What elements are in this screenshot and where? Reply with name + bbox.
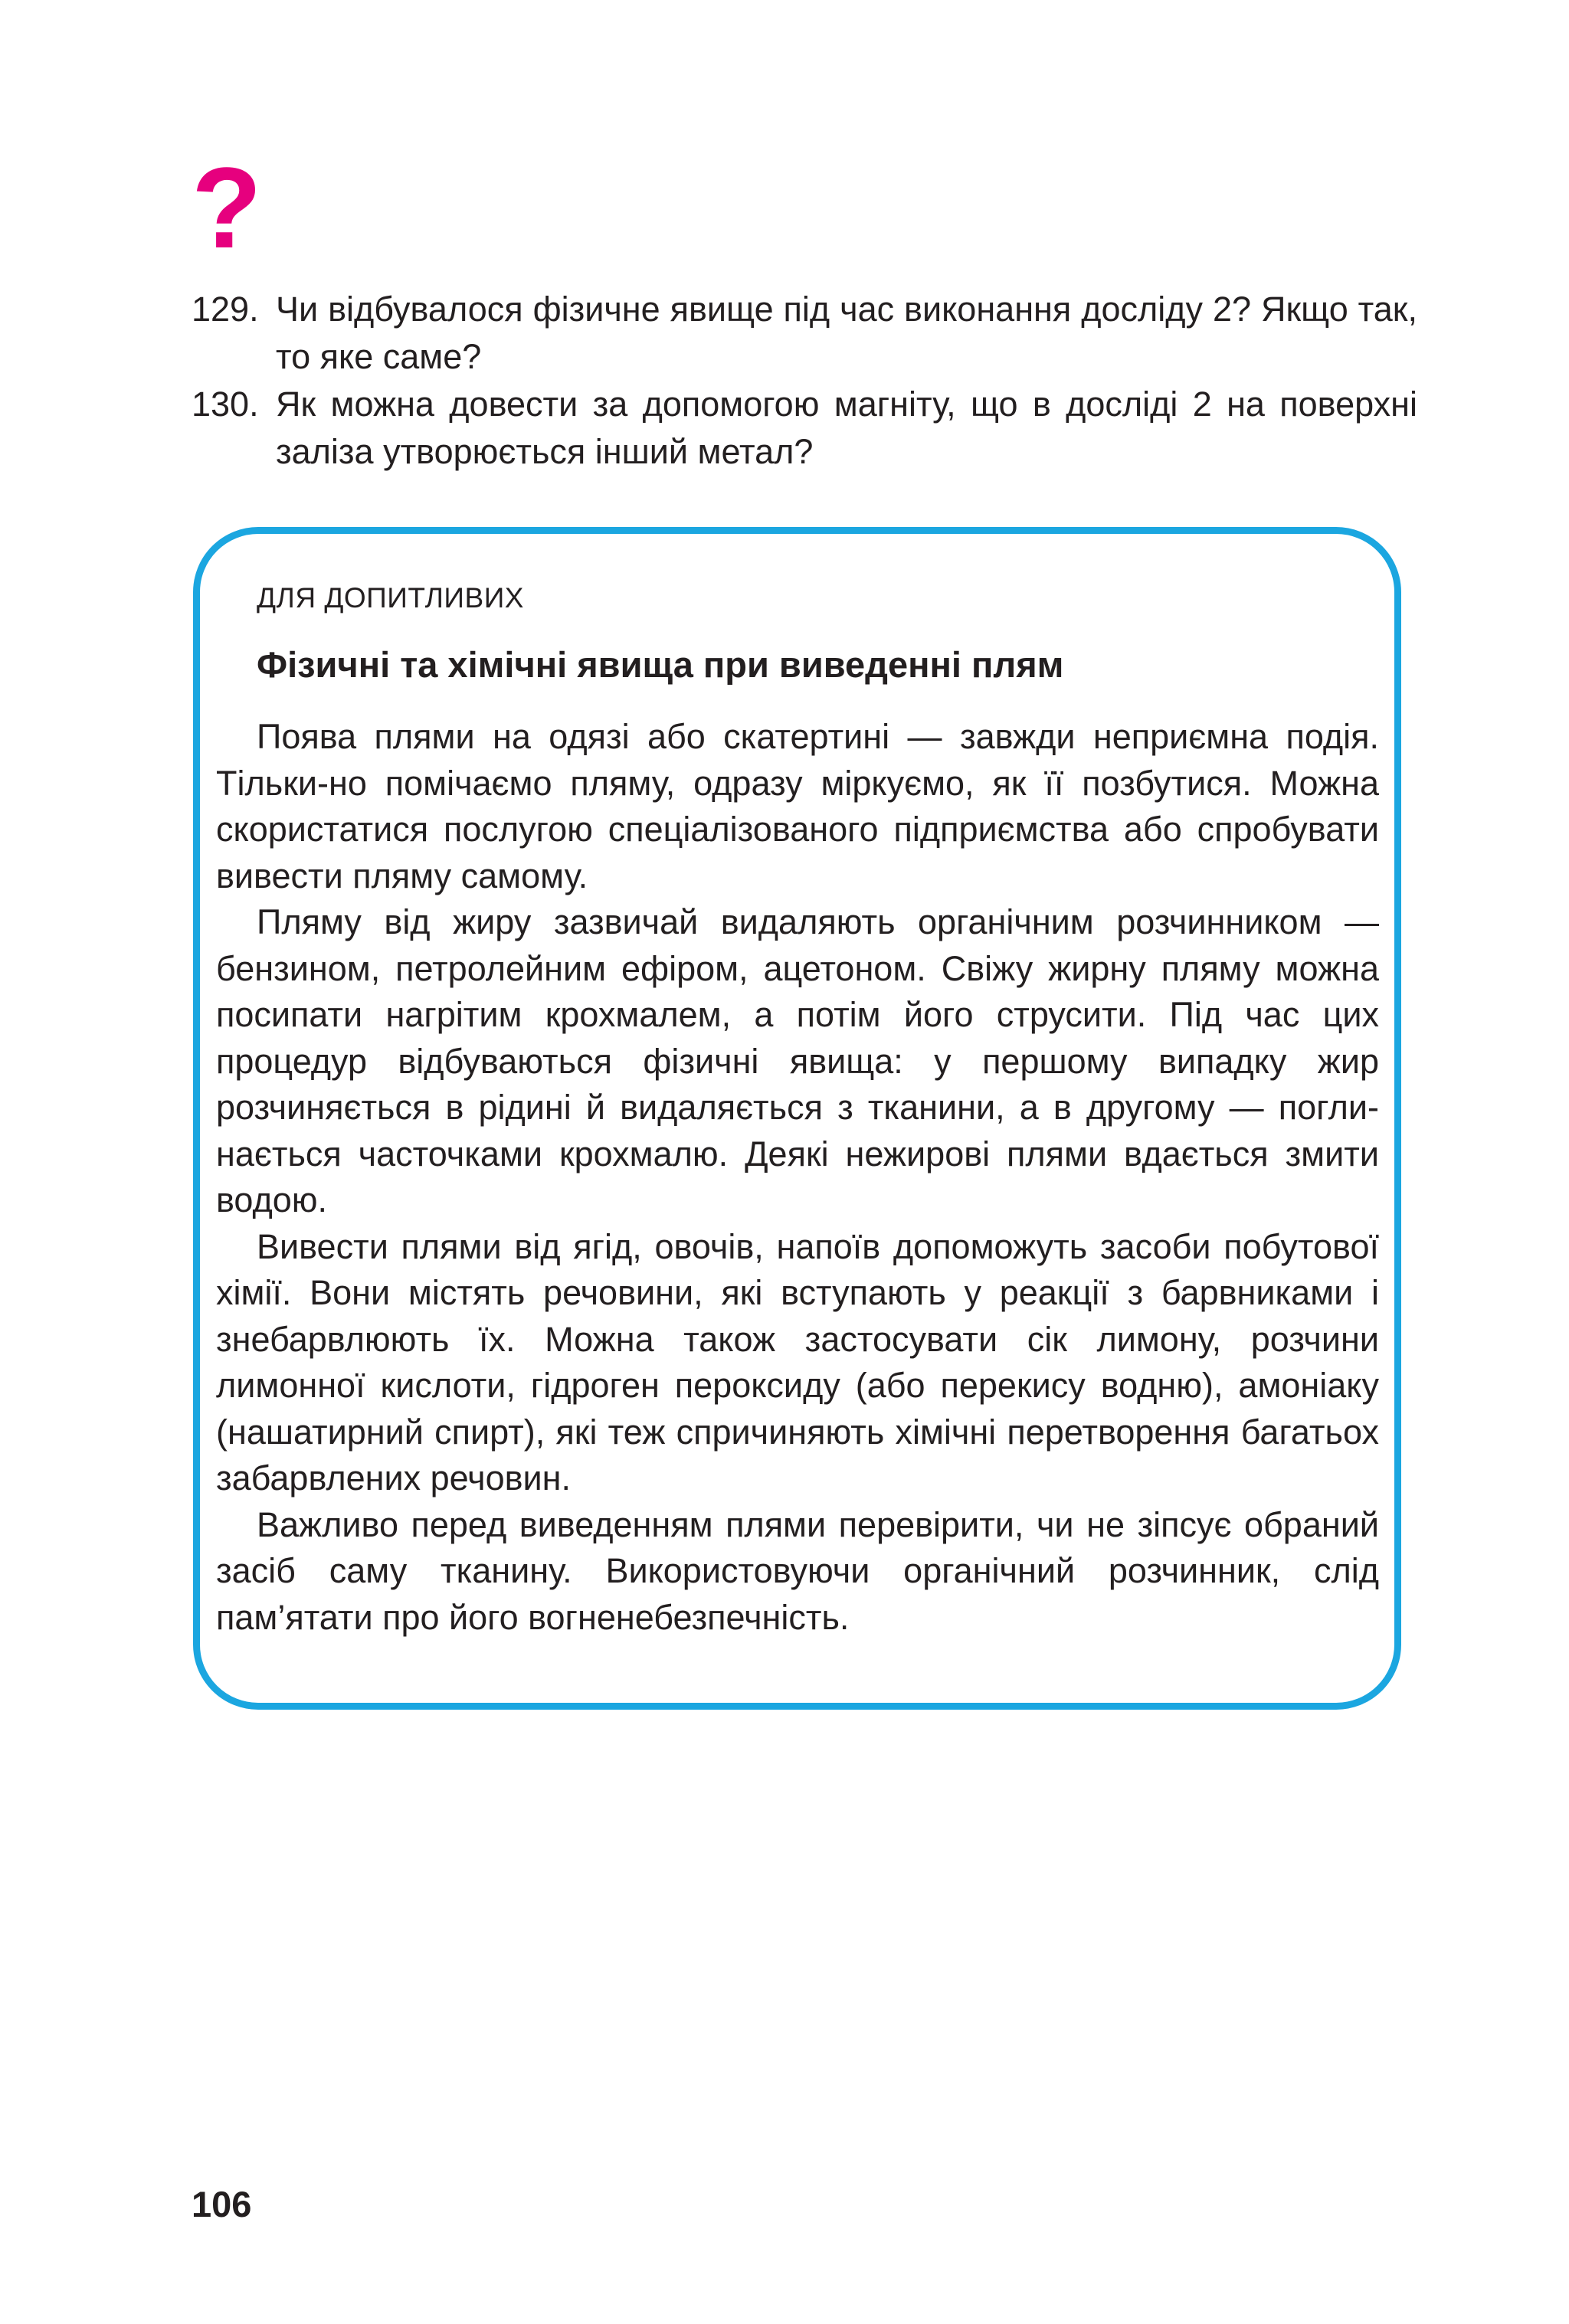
question-text: Чи відбувалося фізичне явище під час виконання досліду 2? Якщо так, то яке саме? bbox=[276, 290, 1417, 376]
question-text: Як можна довести за допомогою магніту, що в досліді 2 на поверхні заліза утворюється інший метал? bbox=[276, 385, 1417, 471]
page-number: 106 bbox=[192, 2184, 252, 2224]
question-item bbox=[192, 286, 1417, 381]
info-box-body bbox=[216, 714, 1379, 1641]
info-paragraph: Пляму від жиру зазвичай видаляють органічним розчинником — бензином, петролейним ефіром, ацетоном. Свіжу жирну пляму можна посипати нагрітим крохмалем, а потім його струсити. Під час цих процедур відбуваються фізичні явища: у першому випадку жир розчиняється в рідині й видаляється з тканини, а в другому — поглинається часточками крохмалю. Деякі нежирові плями вдається змити водою. bbox=[216, 902, 1379, 1219]
question-item bbox=[192, 381, 1417, 476]
question-number: 130. bbox=[192, 385, 259, 424]
info-paragraph: Вивести плями від ягід, овочів, напоїв допоможуть засоби побутової хімії. Вони містять речовини, які вступають у реакції з барвниками і знебарвлюють їх. Можна також застосувати сік лимону, розчини лимонної кислоти, гідроген пероксиду (або перекису водню), амоніаку (нашатирний спирт), які теж спричиняють хімічні перетворення багатьох забарвлених речовин. bbox=[216, 1226, 1379, 1498]
info-paragraph: Важливо перед виведенням плями перевірити, чи не зіпсує обраний засіб саму тканину. Використовуючи органічний розчинник, слід пам’ятати про його вогненебезпечність. bbox=[216, 1504, 1379, 1637]
question-mark-icon: ? bbox=[192, 143, 262, 272]
info-box-label: ДЛЯ ДОПИТЛИВИХ bbox=[257, 582, 524, 614]
questions-list bbox=[192, 286, 1417, 476]
question-number: 129. bbox=[192, 290, 259, 329]
info-paragraph: Поява плями на одязі або скатертині — завжди неприємна подія. Тільки-но помічаємо пляму, одразу міркуємо, як її позбутися. Можна скористатися послугою спеціалізованого підприємства або спробувати вивести пляму самому. bbox=[216, 717, 1379, 895]
info-box-title: Фізичні та хімічні явища при виведенні плям bbox=[257, 644, 1064, 685]
